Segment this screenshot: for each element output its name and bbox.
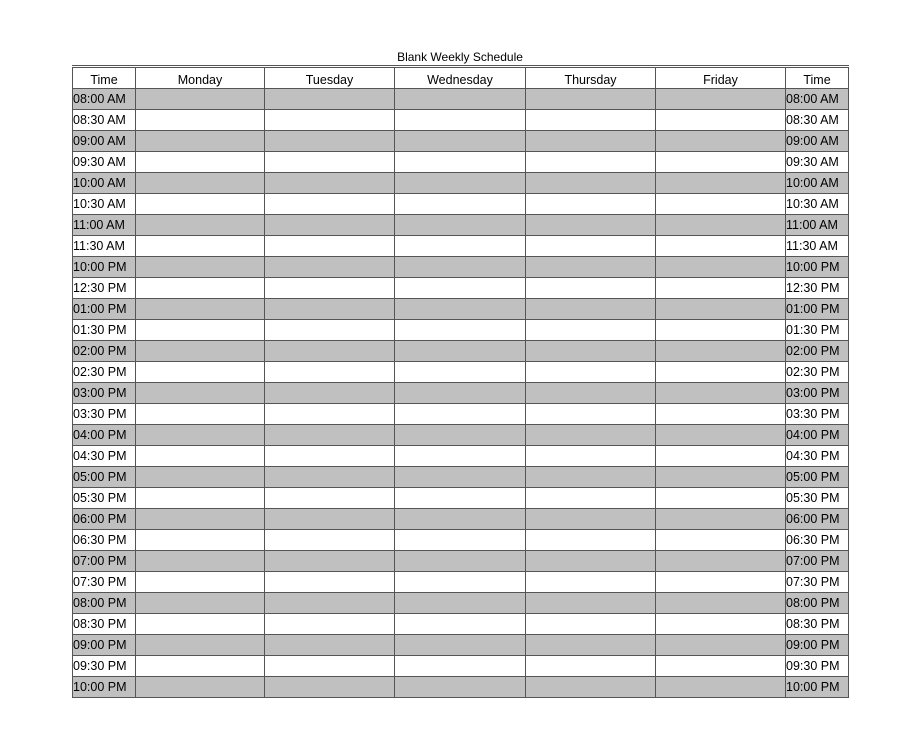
schedule-cell-tuesday[interactable] <box>265 257 395 278</box>
schedule-cell-friday[interactable] <box>656 530 786 551</box>
schedule-cell-wednesday[interactable] <box>395 236 526 257</box>
schedule-cell-wednesday[interactable] <box>395 530 526 551</box>
time-label-right: 04:30 PM <box>786 446 849 467</box>
time-label-left: 01:00 PM <box>73 299 136 320</box>
table-row <box>73 551 849 572</box>
time-label-left: 08:30 AM <box>73 110 136 131</box>
schedule-cell-wednesday[interactable] <box>395 656 526 677</box>
table-row <box>73 446 849 467</box>
table-row <box>73 383 849 404</box>
schedule-cell-thursday[interactable] <box>526 236 656 257</box>
schedule-cell-friday[interactable] <box>656 551 786 572</box>
schedule-cell-monday[interactable] <box>136 488 265 509</box>
time-label-right: 09:30 PM <box>786 656 849 677</box>
time-label-left: 04:30 PM <box>73 446 136 467</box>
schedule-cell-friday[interactable] <box>656 614 786 635</box>
schedule-cell-friday[interactable] <box>656 467 786 488</box>
table-row <box>73 236 849 257</box>
schedule-cell-monday[interactable] <box>136 341 265 362</box>
schedule-cell-monday[interactable] <box>136 551 265 572</box>
schedule-cell-monday[interactable] <box>136 572 265 593</box>
table-row <box>73 278 849 299</box>
schedule-cell-friday[interactable] <box>656 299 786 320</box>
time-label-left: 12:30 PM <box>73 278 136 299</box>
column-header-time-left: Time <box>73 67 136 89</box>
schedule-cell-thursday[interactable] <box>526 635 656 656</box>
schedule-cell-thursday[interactable] <box>526 467 656 488</box>
schedule-cell-tuesday[interactable] <box>265 89 395 110</box>
table-row <box>73 194 849 215</box>
schedule-cell-monday[interactable] <box>136 614 265 635</box>
schedule-cell-tuesday[interactable] <box>265 215 395 236</box>
schedule-cell-thursday[interactable] <box>526 131 656 152</box>
schedule-cell-tuesday[interactable] <box>265 236 395 257</box>
schedule-cell-tuesday[interactable] <box>265 131 395 152</box>
table-row <box>73 341 849 362</box>
schedule-cell-friday[interactable] <box>656 152 786 173</box>
time-label-right: 10:30 AM <box>786 194 849 215</box>
schedule-cell-tuesday[interactable] <box>265 446 395 467</box>
table-row <box>73 677 849 698</box>
schedule-cell-monday[interactable] <box>136 173 265 194</box>
time-label-right: 08:30 PM <box>786 614 849 635</box>
schedule-cell-thursday[interactable] <box>526 89 656 110</box>
header-row <box>73 67 849 89</box>
schedule-cell-tuesday[interactable] <box>265 425 395 446</box>
schedule-cell-thursday[interactable] <box>526 173 656 194</box>
table-row <box>73 362 849 383</box>
schedule-cell-wednesday[interactable] <box>395 551 526 572</box>
schedule-cell-tuesday[interactable] <box>265 656 395 677</box>
time-label-left: 09:30 PM <box>73 656 136 677</box>
schedule-cell-thursday[interactable] <box>526 509 656 530</box>
schedule-cell-friday[interactable] <box>656 173 786 194</box>
schedule-cell-monday[interactable] <box>136 320 265 341</box>
schedule-cell-wednesday[interactable] <box>395 341 526 362</box>
schedule-cell-friday[interactable] <box>656 89 786 110</box>
time-label-left: 11:30 AM <box>73 236 136 257</box>
time-label-right: 10:00 PM <box>786 677 849 698</box>
schedule-cell-tuesday[interactable] <box>265 299 395 320</box>
schedule-cell-monday[interactable] <box>136 194 265 215</box>
schedule-cell-thursday[interactable] <box>526 614 656 635</box>
schedule-cell-monday[interactable] <box>136 110 265 131</box>
time-label-right: 07:00 PM <box>786 551 849 572</box>
schedule-cell-wednesday[interactable] <box>395 383 526 404</box>
column-header-wednesday: Wednesday <box>395 67 526 89</box>
schedule-cell-friday[interactable] <box>656 656 786 677</box>
table-row <box>73 299 849 320</box>
schedule-cell-wednesday[interactable] <box>395 362 526 383</box>
table-row <box>73 215 849 236</box>
schedule-cell-tuesday[interactable] <box>265 467 395 488</box>
schedule-cell-monday[interactable] <box>136 236 265 257</box>
schedule-cell-friday[interactable] <box>656 215 786 236</box>
table-row <box>73 320 849 341</box>
schedule-cell-thursday[interactable] <box>526 404 656 425</box>
schedule-cell-wednesday[interactable] <box>395 446 526 467</box>
schedule-cell-tuesday[interactable] <box>265 341 395 362</box>
schedule-cell-wednesday[interactable] <box>395 488 526 509</box>
schedule-cell-friday[interactable] <box>656 404 786 425</box>
table-row <box>73 131 849 152</box>
schedule-cell-friday[interactable] <box>656 320 786 341</box>
column-header-friday: Friday <box>656 67 786 89</box>
schedule-cell-thursday[interactable] <box>526 551 656 572</box>
time-label-right: 03:30 PM <box>786 404 849 425</box>
schedule-cell-thursday[interactable] <box>526 341 656 362</box>
time-label-left: 09:30 AM <box>73 152 136 173</box>
schedule-cell-tuesday[interactable] <box>265 614 395 635</box>
schedule-cell-monday[interactable] <box>136 635 265 656</box>
schedule-cell-monday[interactable] <box>136 152 265 173</box>
schedule-cell-thursday[interactable] <box>526 593 656 614</box>
schedule-cell-friday[interactable] <box>656 446 786 467</box>
page-title: Blank Weekly Schedule <box>397 50 523 64</box>
schedule-cell-monday[interactable] <box>136 677 265 698</box>
schedule-cell-wednesday[interactable] <box>395 677 526 698</box>
schedule-cell-wednesday[interactable] <box>395 572 526 593</box>
time-label-right: 10:00 AM <box>786 173 849 194</box>
table-row <box>73 530 849 551</box>
time-label-left: 11:00 AM <box>73 215 136 236</box>
weekly-schedule-table <box>72 65 849 698</box>
schedule-cell-thursday[interactable] <box>526 110 656 131</box>
schedule-cell-monday[interactable] <box>136 509 265 530</box>
schedule-cell-tuesday[interactable] <box>265 488 395 509</box>
time-label-left: 10:00 PM <box>73 677 136 698</box>
time-label-right: 09:30 AM <box>786 152 849 173</box>
time-label-left: 01:30 PM <box>73 320 136 341</box>
time-label-left: 08:00 PM <box>73 593 136 614</box>
schedule-cell-monday[interactable] <box>136 425 265 446</box>
time-label-right: 02:00 PM <box>786 341 849 362</box>
table-row <box>73 257 849 278</box>
time-label-left: 10:30 AM <box>73 194 136 215</box>
schedule-cell-tuesday[interactable] <box>265 635 395 656</box>
table-row <box>73 467 849 488</box>
schedule-cell-friday[interactable] <box>656 131 786 152</box>
schedule-cell-monday[interactable] <box>136 299 265 320</box>
schedule-cell-wednesday[interactable] <box>395 509 526 530</box>
table-row <box>73 593 849 614</box>
schedule-cell-wednesday[interactable] <box>395 152 526 173</box>
schedule-cell-tuesday[interactable] <box>265 551 395 572</box>
time-label-right: 02:30 PM <box>786 362 849 383</box>
schedule-cell-thursday[interactable] <box>526 152 656 173</box>
schedule-cell-monday[interactable] <box>136 278 265 299</box>
schedule-cell-friday[interactable] <box>656 341 786 362</box>
schedule-cell-wednesday[interactable] <box>395 110 526 131</box>
schedule-cell-tuesday[interactable] <box>265 110 395 131</box>
time-label-right: 04:00 PM <box>786 425 849 446</box>
time-label-right: 09:00 PM <box>786 635 849 656</box>
schedule-cell-friday[interactable] <box>656 593 786 614</box>
schedule-cell-monday[interactable] <box>136 362 265 383</box>
schedule-cell-thursday[interactable] <box>526 425 656 446</box>
schedule-cell-monday[interactable] <box>136 404 265 425</box>
schedule-body <box>73 89 849 698</box>
time-label-left: 05:00 PM <box>73 467 136 488</box>
column-header-tuesday: Tuesday <box>265 67 395 89</box>
time-label-right: 10:00 PM <box>786 257 849 278</box>
schedule-cell-wednesday[interactable] <box>395 320 526 341</box>
time-label-left: 02:00 PM <box>73 341 136 362</box>
time-label-left: 07:30 PM <box>73 572 136 593</box>
schedule-cell-friday[interactable] <box>656 572 786 593</box>
time-label-right: 11:30 AM <box>786 236 849 257</box>
time-label-right: 03:00 PM <box>786 383 849 404</box>
table-row <box>73 173 849 194</box>
schedule-cell-tuesday[interactable] <box>265 572 395 593</box>
schedule-cell-tuesday[interactable] <box>265 404 395 425</box>
time-label-left: 09:00 AM <box>73 131 136 152</box>
table-row <box>73 572 849 593</box>
table-row <box>73 614 849 635</box>
time-label-left: 10:00 AM <box>73 173 136 194</box>
schedule-cell-thursday[interactable] <box>526 215 656 236</box>
schedule-cell-wednesday[interactable] <box>395 257 526 278</box>
schedule-cell-thursday[interactable] <box>526 572 656 593</box>
schedule-cell-thursday[interactable] <box>526 383 656 404</box>
schedule-cell-monday[interactable] <box>136 467 265 488</box>
schedule-cell-tuesday[interactable] <box>265 320 395 341</box>
schedule-cell-monday[interactable] <box>136 656 265 677</box>
table-row <box>73 509 849 530</box>
time-label-right: 09:00 AM <box>786 131 849 152</box>
time-label-right: 08:00 PM <box>786 593 849 614</box>
time-label-left: 09:00 PM <box>73 635 136 656</box>
schedule-cell-friday[interactable] <box>656 236 786 257</box>
column-header-thursday: Thursday <box>526 67 656 89</box>
schedule-cell-wednesday[interactable] <box>395 635 526 656</box>
schedule-cell-tuesday[interactable] <box>265 509 395 530</box>
time-label-left: 03:00 PM <box>73 383 136 404</box>
column-header-monday: Monday <box>136 67 265 89</box>
schedule-cell-monday[interactable] <box>136 530 265 551</box>
schedule-cell-thursday[interactable] <box>526 299 656 320</box>
time-label-left: 03:30 PM <box>73 404 136 425</box>
column-header-time-right: Time <box>786 67 849 89</box>
schedule-cell-friday[interactable] <box>656 194 786 215</box>
time-label-left: 05:30 PM <box>73 488 136 509</box>
schedule-cell-thursday[interactable] <box>526 362 656 383</box>
schedule-cell-thursday[interactable] <box>526 446 656 467</box>
schedule-cell-thursday[interactable] <box>526 278 656 299</box>
schedule-cell-friday[interactable] <box>656 362 786 383</box>
schedule-cell-tuesday[interactable] <box>265 194 395 215</box>
schedule-cell-wednesday[interactable] <box>395 173 526 194</box>
time-label-left: 06:30 PM <box>73 530 136 551</box>
schedule-cell-thursday[interactable] <box>526 656 656 677</box>
time-label-right: 11:00 AM <box>786 215 849 236</box>
schedule-cell-friday[interactable] <box>656 110 786 131</box>
schedule-cell-monday[interactable] <box>136 131 265 152</box>
schedule-cell-thursday[interactable] <box>526 488 656 509</box>
time-label-right: 01:00 PM <box>786 299 849 320</box>
schedule-cell-tuesday[interactable] <box>265 362 395 383</box>
schedule-cell-friday[interactable] <box>656 677 786 698</box>
schedule-cell-friday[interactable] <box>656 635 786 656</box>
schedule-cell-monday[interactable] <box>136 89 265 110</box>
time-label-left: 07:00 PM <box>73 551 136 572</box>
schedule-cell-wednesday[interactable] <box>395 593 526 614</box>
table-row <box>73 110 849 131</box>
schedule-cell-wednesday[interactable] <box>395 194 526 215</box>
table-row <box>73 635 849 656</box>
time-label-right: 12:30 PM <box>786 278 849 299</box>
time-label-right: 08:30 AM <box>786 110 849 131</box>
time-label-right: 05:00 PM <box>786 467 849 488</box>
time-label-left: 04:00 PM <box>73 425 136 446</box>
schedule-cell-friday[interactable] <box>656 509 786 530</box>
table-row <box>73 152 849 173</box>
schedule-cell-wednesday[interactable] <box>395 425 526 446</box>
schedule-cell-tuesday[interactable] <box>265 152 395 173</box>
schedule-cell-thursday[interactable] <box>526 257 656 278</box>
schedule-cell-thursday[interactable] <box>526 530 656 551</box>
schedule-cell-thursday[interactable] <box>526 194 656 215</box>
table-row <box>73 89 849 110</box>
schedule-cell-wednesday[interactable] <box>395 131 526 152</box>
time-label-right: 06:00 PM <box>786 509 849 530</box>
schedule-cell-tuesday[interactable] <box>265 677 395 698</box>
schedule-cell-monday[interactable] <box>136 383 265 404</box>
table-row <box>73 656 849 677</box>
schedule-cell-friday[interactable] <box>656 488 786 509</box>
schedule-cell-wednesday[interactable] <box>395 467 526 488</box>
schedule-cell-friday[interactable] <box>656 257 786 278</box>
time-label-left: 06:00 PM <box>73 509 136 530</box>
schedule-cell-tuesday[interactable] <box>265 530 395 551</box>
schedule-cell-friday[interactable] <box>656 425 786 446</box>
schedule-cell-monday[interactable] <box>136 215 265 236</box>
schedule-cell-monday[interactable] <box>136 446 265 467</box>
time-label-left: 08:00 AM <box>73 89 136 110</box>
schedule-cell-friday[interactable] <box>656 278 786 299</box>
schedule-cell-tuesday[interactable] <box>265 383 395 404</box>
time-label-right: 05:30 PM <box>786 488 849 509</box>
schedule-cell-tuesday[interactable] <box>265 173 395 194</box>
time-label-right: 06:30 PM <box>786 530 849 551</box>
schedule-cell-thursday[interactable] <box>526 320 656 341</box>
schedule-cell-wednesday[interactable] <box>395 215 526 236</box>
schedule-cell-wednesday[interactable] <box>395 278 526 299</box>
table-row <box>73 488 849 509</box>
schedule-cell-tuesday[interactable] <box>265 593 395 614</box>
schedule-cell-monday[interactable] <box>136 257 265 278</box>
schedule-cell-wednesday[interactable] <box>395 89 526 110</box>
time-label-right: 08:00 AM <box>786 89 849 110</box>
schedule-cell-wednesday[interactable] <box>395 404 526 425</box>
schedule-cell-thursday[interactable] <box>526 677 656 698</box>
time-label-left: 08:30 PM <box>73 614 136 635</box>
schedule-cell-monday[interactable] <box>136 593 265 614</box>
time-label-right: 07:30 PM <box>786 572 849 593</box>
time-label-right: 01:30 PM <box>786 320 849 341</box>
schedule-cell-friday[interactable] <box>656 383 786 404</box>
time-label-left: 02:30 PM <box>73 362 136 383</box>
schedule-cell-wednesday[interactable] <box>395 299 526 320</box>
schedule-cell-tuesday[interactable] <box>265 278 395 299</box>
table-row <box>73 425 849 446</box>
schedule-cell-wednesday[interactable] <box>395 614 526 635</box>
time-label-left: 10:00 PM <box>73 257 136 278</box>
table-row <box>73 404 849 425</box>
